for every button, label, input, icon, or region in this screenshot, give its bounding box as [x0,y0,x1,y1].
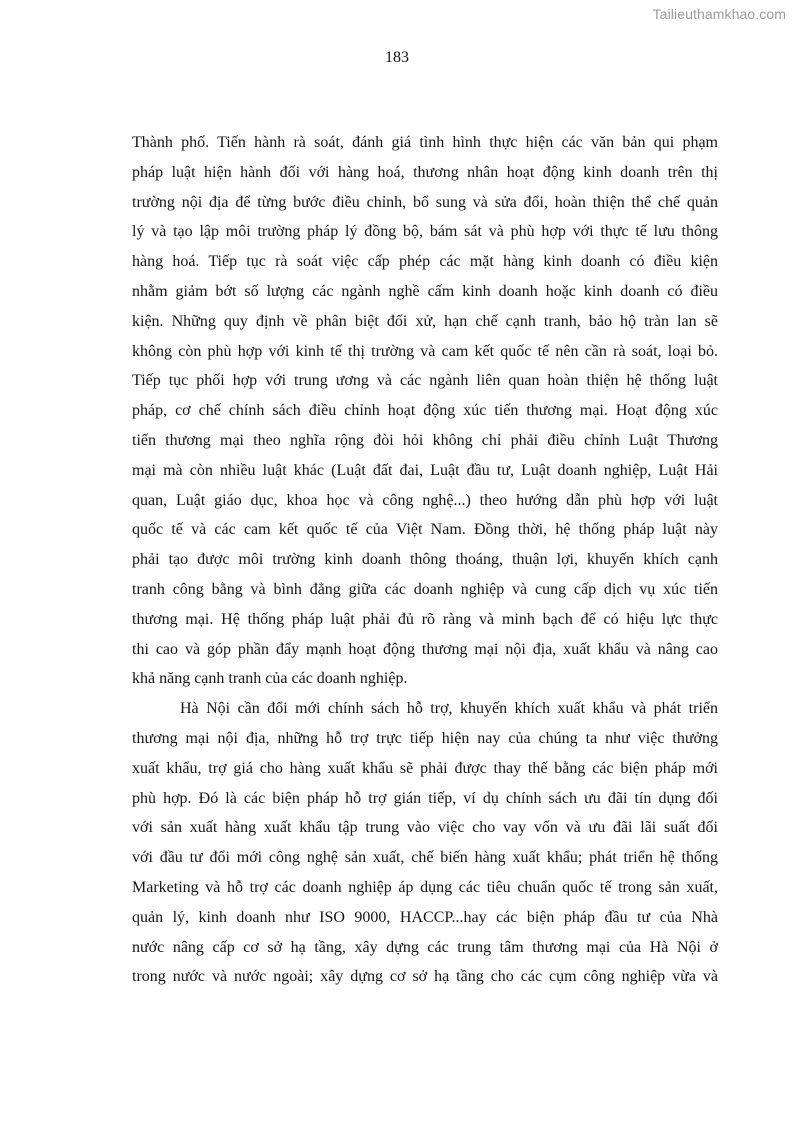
text-line: quốc tế và các cam kết quốc tế của Việt Nam. Đồng thời, hệ thống pháp luật này [132,521,718,539]
text-line: hàng hoá. Tiếp tục rà soát việc cấp phép các mặt hàng kinh doanh có điều kiện [132,253,718,271]
watermark-text: Tailieuthamkhao.com [652,6,786,22]
text-line: quan, Luật giáo dục, khoa học và công nghệ...) theo hướng dẫn phù hợp với luật [132,491,718,509]
text-line: phù hợp. Đó là các biện pháp hỗ trợ gián tiếp, ví dụ chính sách ưu đãi tín dụng đối [132,789,718,807]
text-line: quản lý, kinh doanh như ISO 9000, HACCP...hay các biện pháp đầu tư của Nhà [132,908,718,926]
text-line: nước nâng cấp cơ sở hạ tầng, xây dựng các trung tâm thương mại của Hà Nội ở [132,938,718,956]
text-line: Thành phố. Tiến hành rà soát, đánh giá tình hình thực hiện các văn bản qui phạm [132,134,718,151]
text-line: thi cao và góp phần đẩy mạnh hoạt động thương mại nội địa, xuất khẩu và nâng cao [132,640,718,658]
text-line: pháp, cơ chế chính sách điều chỉnh hoạt động xúc tiến thương mại. Hoạt động xúc [132,402,718,420]
text-line: tranh công bằng và bình đẳng giữa các doanh nghiệp và cung cấp dịch vụ xúc tiến [132,580,718,598]
text-line: mại mà còn nhiều luật khác (Luật đất đai, Luật đầu tư, Luật doanh nghiệp, Luật Hải [132,461,718,479]
text-line: pháp luật hiện hành đối với hàng hoá, thương nhân hoạt động kinh doanh trên thị [132,163,718,181]
paragraph-2 [132,696,718,994]
text-line: nhằm giảm bớt số lượng các ngành nghề cấm kinh doanh hoặc kinh doanh có điều [132,282,718,300]
text-line: Hà Nội cần đổi mới chính sách hỗ trợ, khuyến khích xuất khẩu và phát triển [180,700,718,718]
text-line: trong nước và nước ngoài; xây dựng cơ sở hạ tầng cho các cụm công nghiệp vừa và [132,968,718,986]
text-line: xuất khẩu, trợ giá cho hàng xuất khẩu sẽ phải được thay thế bằng các biện pháp mới [132,759,718,777]
text-line: với sản xuất hàng xuất khẩu tập trung vào việc cho vay vốn và ưu đãi lãi suất đối [132,819,718,837]
text-line: thương mại nội địa, những hỗ trợ trực tiếp hiện nay của chúng ta như việc thưởng [132,729,718,747]
document-body [132,130,718,994]
text-line: Marketing và hỗ trợ các doanh nghiệp áp dụng các tiêu chuẩn quốc tế trong sản xuất, [132,878,718,896]
text-line: tiến thương mại theo nghĩa rộng đòi hỏi không chỉ phải điều chỉnh Luật Thương [132,431,718,449]
text-line: Tiếp tục phối hợp với trung ương và các ngành liên quan hoàn thiện hệ thống luật [132,372,718,390]
page-number: 183 [385,49,409,66]
text-line: lý và tạo lập môi trường pháp lý đồng bộ, bám sát và phù hợp với thực tế lưu thông [132,223,718,241]
text-line: không còn phù hợp với kinh tế thị trường và cam kết quốc tế nên cần rà soát, loại bỏ. [132,342,718,360]
text-line: với đầu tư đổi mới công nghệ sản xuất, chế biến hàng xuất khẩu; phát triển hệ thống [132,849,718,867]
paragraph-1 [132,130,718,696]
text-line: thương mại. Hệ thống pháp luật phải đủ rõ ràng và minh bạch để có hiệu lực thực [132,610,718,628]
text-line: khả năng cạnh tranh của các doanh nghiệp. [132,670,408,688]
text-line: kiện. Những quy định về phân biệt đối xử, hạn chế cạnh tranh, bảo hộ tràn lan sẽ [132,312,718,330]
text-line: trường nội địa để từng bước điều chỉnh, bổ sung và sửa đổi, hoàn thiện thể chế quản [132,193,718,211]
text-line: phải tạo được môi trường kinh doanh thông thoáng, thuận lợi, khuyến khích cạnh [132,551,718,569]
